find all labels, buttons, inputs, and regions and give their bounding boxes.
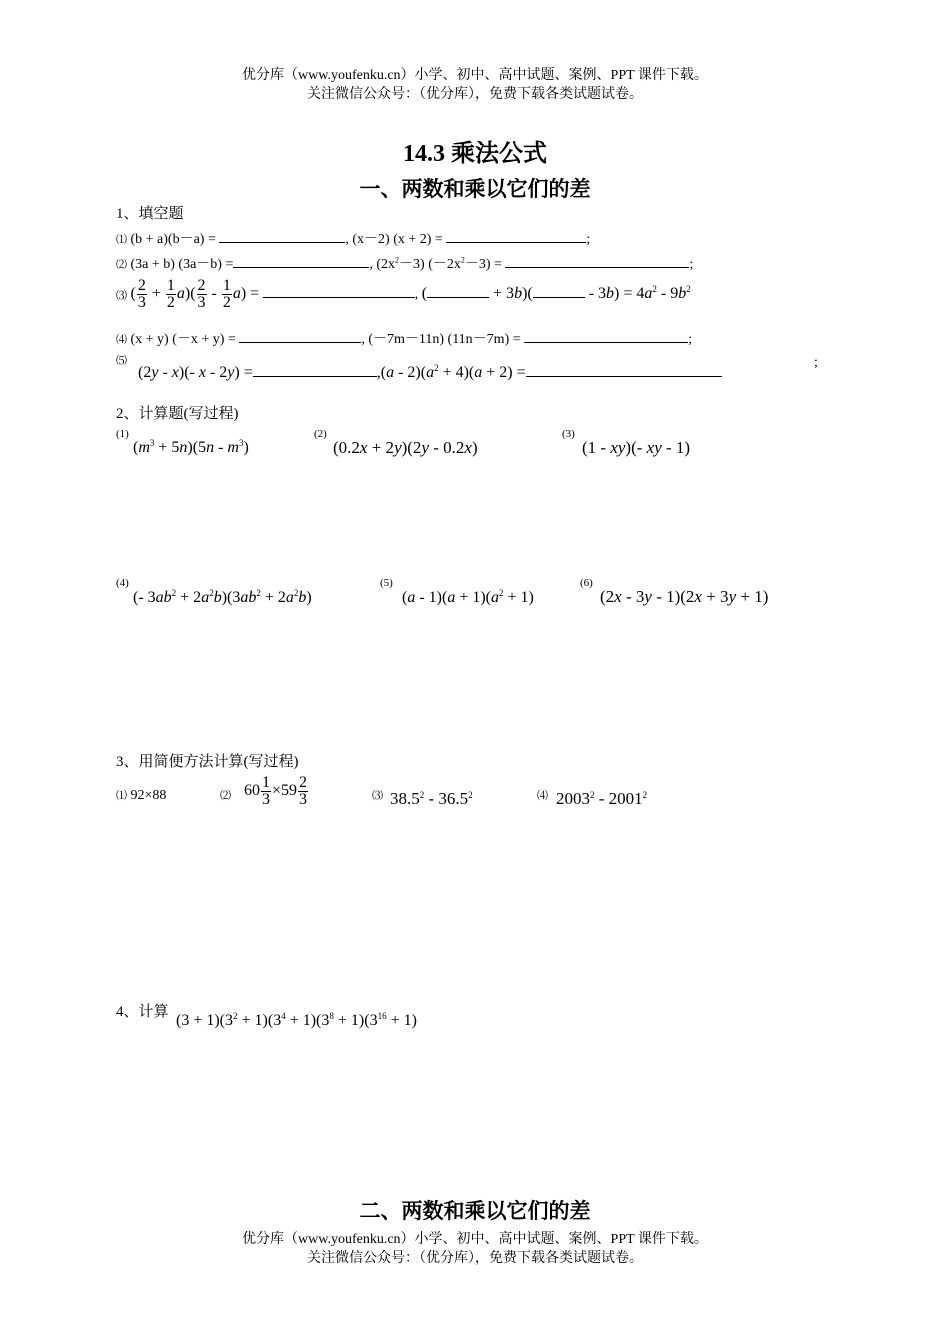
expression: (x + y) (－x + y) = <box>130 332 236 347</box>
footer-line-1: 优分库（www.youfenku.cn）小学、初中、高中试题、案例、PPT 课件下载。 <box>242 1232 708 1247</box>
answer-blank[interactable] <box>239 330 361 343</box>
fill-question-2: ⑵ (3a + b) (3a－b) = , $(2x^2-3) (-2x^2-3)$ = ; <box>116 255 694 272</box>
answer-blank[interactable] <box>505 255 689 268</box>
expression: , (x－2) (x + 2) = <box>345 232 443 247</box>
question-marker: ⑷ <box>116 334 127 346</box>
answer-blank[interactable] <box>233 255 369 268</box>
expression: , (2x <box>369 257 396 272</box>
shortcut-question-2: 60 $\frac{1}{3}$ ×59 $\frac{2}{3}$ <box>244 774 308 808</box>
question-marker: (4) <box>116 577 129 589</box>
expression: (3a + b) (3a－b) = <box>130 257 234 272</box>
question-marker: (2) <box>314 428 327 440</box>
question-marker: ⑵ <box>116 259 127 271</box>
expression: (b + a)(b－a) = <box>130 232 216 247</box>
expression: －3) (－2x <box>399 257 461 272</box>
question-marker: ⑶ <box>116 289 127 302</box>
shortcut-question-4: 2003$^2$ - 2001$^2$ <box>556 789 648 808</box>
compute-question: $(3 + 1)(3^2 + 1)(3^4 + 1)(3^8 + 1)(3^{16} + 1)$ <box>176 1011 417 1029</box>
section-fill-in: 1、填空题 <box>116 206 184 222</box>
fill-question-4 <box>116 328 692 348</box>
fill-question-5: (2y - x)(- $x - 2y) = ,(a - 2)(a^2 + 4)(a + 2)$ = <box>138 364 722 382</box>
next-section-title: 二、两数和乘以它们的差 <box>359 1199 591 1223</box>
header-line-2: 关注微信公众号：（优分库），免费下载各类试题试卷。 <box>307 87 643 102</box>
calc-question-3: (1 - xy)(- xy - 1) <box>582 438 691 457</box>
calc-question-1: $(m^3 + 5n)(5n - m^3)$ <box>133 438 249 456</box>
section-calculation: 2、计算题(写过程) <box>116 406 239 422</box>
separator: ; <box>689 257 694 272</box>
question-marker: (5) <box>380 577 393 589</box>
answer-blank[interactable] <box>446 230 586 243</box>
footer-line-2: 关注微信公众号：（优分库），免费下载各类试题试卷。 <box>307 1251 643 1266</box>
answer-blank[interactable] <box>253 364 377 377</box>
answer-blank[interactable] <box>524 330 688 343</box>
shortcut-question-1 <box>116 787 166 804</box>
section-shortcut: 3、用简便方法计算(写过程) <box>116 754 299 770</box>
question-marker: ⑷ <box>537 790 548 802</box>
question-marker: ⑴ <box>116 790 127 802</box>
formula: ( + $3b)( - 3b) = 4a^2 - 9b^2$ <box>421 284 691 303</box>
answer-blank[interactable] <box>533 285 585 298</box>
formula: ( $\frac{2}{3}$ + $\frac{1}{2}$ a)( $\frac{2}{3}$ - $\frac{1}{2}$ a) = <box>130 277 260 311</box>
shortcut-question-3: 38.5$^2$ - 36.5$^2$ <box>390 789 473 808</box>
page-title: 14.3 乘法公式 <box>403 141 547 167</box>
separator: , <box>414 287 419 303</box>
expression: －3) = <box>464 257 502 272</box>
separator: ; <box>586 232 591 247</box>
question-marker: ⑸ <box>116 355 127 367</box>
calc-question-4: (- $3ab^2 + 2a^2b)(3ab^2 + 2a^2b)$ <box>133 588 312 606</box>
fill-question-1 <box>116 228 590 248</box>
fill-question-3 <box>116 278 691 311</box>
page-subtitle: 一、两数和乘以它们的差 <box>359 177 591 201</box>
question-marker: ⑵ <box>220 790 231 802</box>
header-line-1: 优分库（www.youfenku.cn）小学、初中、高中试题、案例、PPT 课件下载。 <box>242 68 708 83</box>
section-compute: 4、计算 <box>116 1004 169 1020</box>
expression: , (－7m－11n) (11n－7m) = <box>361 332 521 347</box>
question-marker: (1) <box>116 428 129 440</box>
expression: 92×88 <box>130 788 167 803</box>
calc-question-6: (2x - 3y - 1)(2x + 3y + 1) <box>600 587 769 606</box>
answer-blank[interactable] <box>263 285 415 298</box>
question-marker: (3) <box>562 428 575 440</box>
calc-question-5: $(a - 1)(a + 1)(a^2 + 1)$ <box>402 588 534 606</box>
separator: ; <box>814 355 818 370</box>
question-marker: (6) <box>580 577 593 589</box>
question-marker: ⑶ <box>372 790 383 802</box>
answer-blank[interactable] <box>526 364 722 377</box>
question-marker: ⑴ <box>116 234 127 246</box>
calc-question-2: (0.2x + 2y)(2y - 0.2x) <box>333 438 478 457</box>
answer-blank[interactable] <box>427 285 489 298</box>
answer-blank[interactable] <box>219 230 345 243</box>
separator: ; <box>688 332 693 347</box>
